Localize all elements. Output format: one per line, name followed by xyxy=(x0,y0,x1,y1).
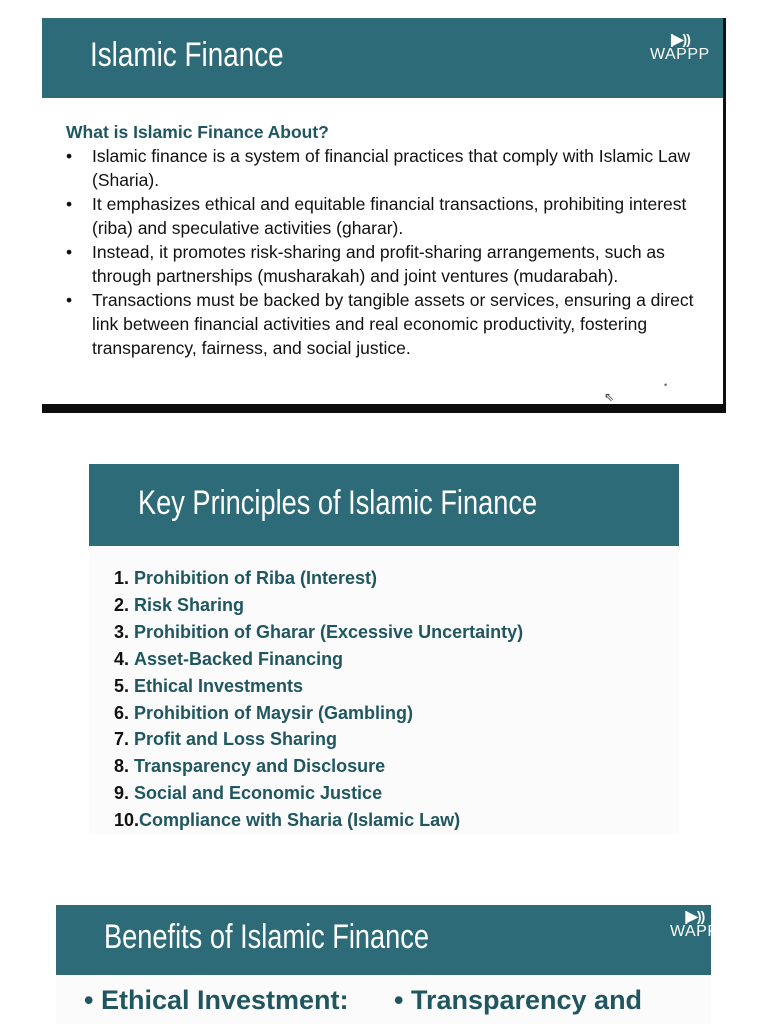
logo-mark-icon: |▶)) xyxy=(684,908,705,924)
slide-header-bar xyxy=(56,905,719,975)
list-text: Profit and Loss Sharing xyxy=(134,729,338,750)
slide-title: Benefits of Islamic Finance xyxy=(104,918,430,956)
list-number: 3. xyxy=(114,621,130,642)
slide-edge xyxy=(723,18,726,413)
slide-header-bar xyxy=(89,464,679,546)
slide-title: Key Principles of Islamic Finance xyxy=(138,484,538,522)
logo-wordmark: WAPPP xyxy=(650,46,710,63)
bullet-item: • It emphasizes ethical and equitable financial transactions, prohibiting interest (riba) and speculative activities (gharar). xyxy=(66,192,706,240)
slide-header-bar xyxy=(42,18,723,98)
list-number: 6. xyxy=(114,702,130,723)
bullet-item: • Islamic finance is a system of financial practices that comply with Islamic Law (Sharia). xyxy=(66,144,706,192)
bullet-list xyxy=(66,144,706,360)
list-item xyxy=(114,753,523,780)
slide-title: Islamic Finance xyxy=(90,36,284,74)
list-text: Prohibition of Riba (Interest) xyxy=(134,568,377,588)
slide-bottom-edge xyxy=(42,404,726,413)
wappp-logo xyxy=(650,32,710,64)
logo-wordmark: WAPP xyxy=(670,923,719,940)
slide-key-principles xyxy=(89,464,679,834)
list-number: 5. xyxy=(114,675,130,696)
list-text: Prohibition of Gharar (Excessive Uncertainty) xyxy=(134,621,524,642)
slide-body xyxy=(66,120,706,360)
list-number: 2. xyxy=(114,594,130,615)
small-mark-icon: • xyxy=(664,380,668,390)
list-item xyxy=(114,646,523,673)
slide-islamic-finance xyxy=(42,18,725,413)
list-text: Asset-Backed Financing xyxy=(134,648,344,669)
list-item xyxy=(114,700,523,727)
list-item xyxy=(114,673,523,700)
section-heading: What is Islamic Finance About? xyxy=(66,122,329,142)
bullet-item: • Transactions must be backed by tangible assets or services, ensuring a direct link between financial activities and real economic productivity, fostering transparency, fairness, and social justice. xyxy=(66,288,706,360)
list-item xyxy=(114,780,523,807)
list-text: Ethical Investments xyxy=(134,675,304,696)
list-text: Social and Economic Justice xyxy=(134,783,383,804)
list-number: 10. xyxy=(114,810,140,831)
list-number: 9. xyxy=(114,783,130,804)
logo-mark-icon: |▶)) xyxy=(669,31,690,47)
list-item xyxy=(114,565,523,592)
benefit-item: • Transparency and xyxy=(394,985,643,1015)
list-text: Risk Sharing xyxy=(134,594,245,615)
list-item xyxy=(114,619,523,646)
list-text: Compliance with Sharia (Islamic Law) xyxy=(139,810,461,831)
list-number: 1. xyxy=(114,568,130,588)
wappp-logo xyxy=(670,909,719,941)
list-number: 8. xyxy=(114,756,130,777)
mouse-cursor-icon: ⇖ xyxy=(604,390,615,404)
slide-benefits xyxy=(56,905,719,1024)
benefit-item: • Ethical Investment: xyxy=(84,985,349,1015)
list-item xyxy=(114,807,523,834)
list-text: Prohibition of Maysir (Gambling) xyxy=(134,702,413,723)
list-item xyxy=(114,592,523,619)
list-text: Transparency and Disclosure xyxy=(134,756,386,777)
list-number: 4. xyxy=(114,648,130,669)
list-number: 7. xyxy=(114,729,130,750)
list-item xyxy=(114,726,523,753)
principles-list xyxy=(114,565,523,834)
bullet-item: • Instead, it promotes risk-sharing and profit-sharing arrangements, such as through partnerships (musharakah) and joint ventures (mudarabah). xyxy=(66,240,706,288)
